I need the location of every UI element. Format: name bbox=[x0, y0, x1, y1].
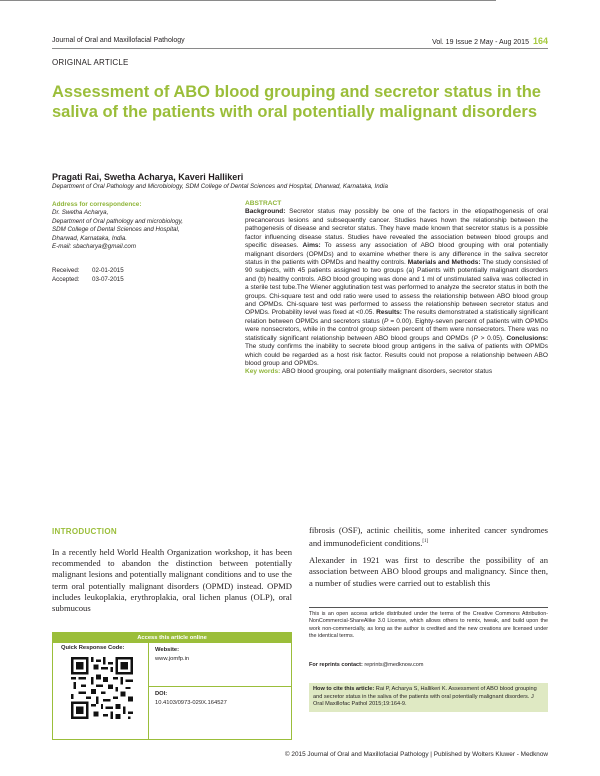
methods-label: Materials and Methods: bbox=[407, 258, 481, 266]
accepted-date: 03-07-2015 bbox=[92, 275, 124, 283]
license-rule bbox=[309, 607, 548, 608]
results-text-a: The results demonstrated a statistically significant relation between OPMDs and secretors status ( bbox=[245, 309, 549, 325]
page-number: 164 bbox=[532, 36, 548, 46]
keywords-label: Key words: bbox=[245, 368, 281, 376]
intro-paragraph-right-2: Alexander in 1921 was first to describe the possibility of an association between ABO blood groups and malignancy. Since then, a number of studies were carried out to establish this bbox=[309, 555, 548, 588]
cite-label: How to cite this article: bbox=[313, 686, 375, 692]
correspondence-line1: Department of Oral pathology and microbiology, bbox=[52, 217, 183, 225]
correspondence-line3: Dharwad, Karnataka, India. bbox=[52, 234, 127, 242]
reprints-email[interactable]: reprints@medknow.com bbox=[362, 662, 424, 668]
reprints-contact bbox=[309, 662, 423, 668]
results-text-b: = 0.00). Eighty-seven percent of patients with OPMDs were nonsecretors, while in the control group sixteen percent of them were nonsecretors. There was no statistically significant relationship between ABO blood groups and OPMDs ( bbox=[245, 317, 549, 342]
authors: Pragati Rai, Swetha Acharya, Kaveri Hallikeri bbox=[52, 172, 244, 182]
intro-paragraph-right-1 bbox=[309, 525, 548, 549]
received-date: 02-01-2015 bbox=[92, 267, 124, 274]
intro-heading: INTRODUCTION bbox=[52, 527, 117, 536]
correspondence bbox=[52, 201, 232, 251]
website-link[interactable]: www.jomfp.in bbox=[155, 656, 190, 662]
received-label: Received: bbox=[52, 267, 80, 274]
volume-info bbox=[432, 36, 548, 46]
aims-text: To assess any association of ABO blood grouping with oral potentially malignant disorders (OPMDs) and to examine whether there is any difference in the saliva secretor status in the patients with OPMDs and healthy controls. bbox=[245, 242, 548, 266]
section-label: ORIGINAL ARTICLE bbox=[52, 58, 129, 67]
correspondence-line2: SDM College of Dental Sciences and Hospital, bbox=[52, 226, 180, 234]
doi-label: DOI: bbox=[155, 691, 168, 697]
access-online-box bbox=[52, 632, 292, 740]
cite-text: Rai P, Acharya S, Hallikeri K. Assessment of ABO blood grouping and secretor status in the saliva of the patients with oral potentially malignant disorders. J Oral Maxillofac Pathol 2015;19:164-9. bbox=[313, 686, 537, 708]
correspondence-email[interactable]: E-mail: sbacharya@gmail.com bbox=[52, 243, 136, 251]
article-title: Assessment of ABO blood grouping and secretor status in the saliva of the patients with oral potentially malignant disorders bbox=[52, 83, 541, 121]
results-label: Results: bbox=[376, 309, 402, 317]
reference-1[interactable]: [1] bbox=[422, 539, 429, 545]
article-dates bbox=[52, 267, 124, 284]
license-text: This is an open access article distributed under the terms of the Creative Commons Attribution-NonCommercial-ShareAlike 3.0 License, which allows others to remix, tweak, and build upon the work non-commercially, as long as the author is credited and the new creations are licensed under the identical terms. bbox=[309, 611, 548, 640]
qr-label: Quick Response Code: bbox=[61, 645, 125, 651]
doi-row bbox=[149, 687, 291, 711]
results-text-c: > 0.05). bbox=[477, 334, 504, 342]
conclusions-text: The study confirms the inability to secrete blood group antigens in the saliva of patients with OPMDs which could be regarded as a host risk factor. Results could not propose a relationship between ABO blood group and OPMDs. bbox=[245, 343, 548, 368]
methods-text: The study consisted of 90 subjects, with 45 patients assigned to two groups (a) Patients with potentially malignant disorders and (b) healthy controls. ABO blood grouping was done and 1 ml of unstimulated saliva was collected in a sterile test tube.The Wiener agglutination test was performed to analyze the secretor status in both the groups. Chi-square test and odd ratio were used to assess the relationship between ABO blood group and OPMDs. Chi-square test was performed to assess the relationship between secretor status and OPMDs. Probability level was fixed at <0.05. bbox=[245, 258, 548, 317]
results-p1: P bbox=[383, 317, 389, 325]
keywords-text: ABO blood grouping, oral potentially malignant disorders, secretor status bbox=[280, 368, 493, 376]
affiliation: Department of Oral Pathology and Microbiology, SDM College of Dental Sciences and Hospital, Dharwad, Karnataka, India bbox=[52, 183, 388, 190]
qr-code-icon[interactable] bbox=[71, 657, 133, 719]
background-text: Secretor status may possibly be one of the factors in the etiopathogenesis of oral precancerous lesions and subsequently cancer. Studies haves hown the relationship between the pathogenesis of disease and secretor status. They have made known that secretor status is a possible factor influencing disease status. Studies have revealed the association between blood groups and specific diseases. bbox=[245, 208, 548, 250]
aims-label: Aims: bbox=[302, 242, 321, 250]
abstract-body bbox=[245, 208, 548, 368]
volume-text: Vol. 19 Issue 2 May - Aug 2015 bbox=[432, 39, 529, 46]
results-p2: P bbox=[473, 334, 478, 342]
accepted-label: Accepted: bbox=[52, 275, 80, 283]
website-label: Website: bbox=[155, 647, 180, 653]
access-info-panel bbox=[149, 643, 291, 739]
correspondence-label: Address for correspondence: bbox=[52, 201, 142, 208]
website-row bbox=[149, 643, 291, 687]
intro-right-text-1: fibrosis (OSF), actinic cheilitis, some inherited cancer syndromes and immunodeficient conditions. bbox=[309, 525, 548, 549]
how-to-cite bbox=[309, 683, 548, 712]
intro-paragraph-left: In a recently held World Health Organization workshop, it has been recommended to abandon the distinction between potentially malignant lesions and potentially malignant conditions and to use the term oral potentially malignant disorders (OPMD) instead. OPMD includes leukoplakia, erythroplakia, oral lichen planus (OLP), oral submucous bbox=[52, 547, 292, 614]
journal-name: Journal of Oral and Maxillofacial Pathology bbox=[52, 37, 185, 44]
abstract-heading: ABSTRACT bbox=[245, 200, 282, 207]
abstract bbox=[245, 200, 548, 377]
qr-panel bbox=[53, 643, 149, 739]
doi-link[interactable]: 10.4103/0973-029X.164527 bbox=[155, 700, 227, 706]
background-label: Background: bbox=[245, 208, 286, 216]
footer-copyright: © 2015 Journal of Oral and Maxillofacial Pathology | Published by Wolters Kluwer - Medknow bbox=[284, 751, 548, 758]
reprints-label: For reprints contact: bbox=[309, 662, 363, 668]
footer-rule bbox=[0, 0, 496, 1]
intro-column-right bbox=[309, 525, 548, 589]
header-rule bbox=[52, 48, 548, 49]
conclusions-label: Conclusions: bbox=[506, 334, 549, 342]
correspondence-name: Dr. Swetha Acharya, bbox=[52, 209, 109, 217]
keywords bbox=[245, 368, 548, 376]
access-heading: Access this article online bbox=[53, 633, 291, 643]
